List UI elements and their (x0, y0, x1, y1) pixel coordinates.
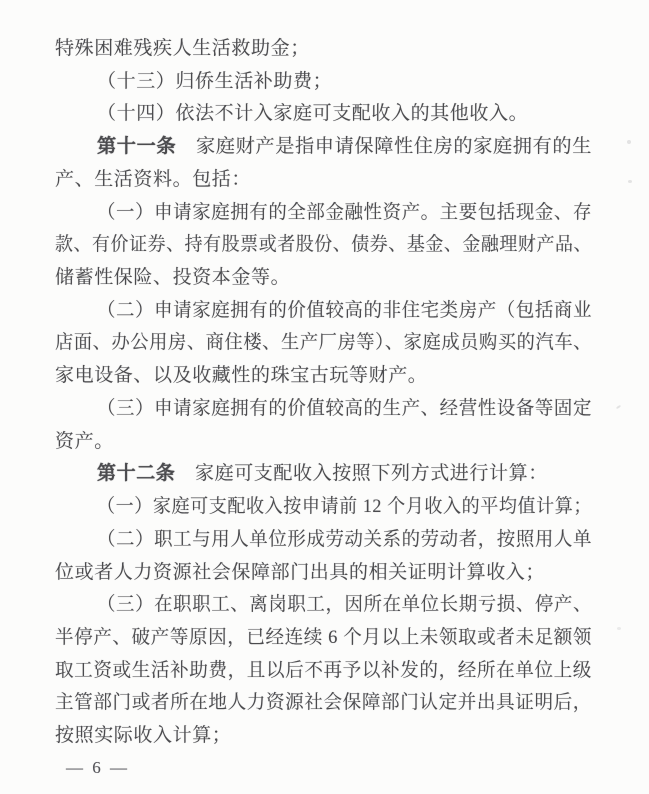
text-line-content: （十四）依法不计入家庭可支配收入的其他收入。 (97, 103, 529, 125)
document-body (55, 33, 592, 753)
text-line (55, 164, 592, 197)
text-line (55, 426, 592, 459)
text-line (55, 491, 592, 524)
page-number: — 6 — (66, 758, 130, 777)
text-line-content: 特殊困难残疾人生活救助金； (55, 38, 310, 59)
text-line (55, 327, 592, 360)
text-line-content: 店面、办公用房、商住楼、生产厂房等）、家庭成员购买的汽车、 (55, 332, 592, 354)
text-line-content: 第十二条 家庭可支配收入按照下列方式进行计算： (97, 463, 548, 485)
text-line (55, 720, 592, 753)
text-line-content: （三）申请家庭拥有的价值较高的生产、经营性设备等固定 (97, 397, 592, 419)
text-line-content: （一）家庭可支配收入按申请前 12 个月收入的平均值计算； (97, 496, 592, 518)
text-line (55, 655, 592, 688)
text-line (55, 524, 592, 557)
text-line-content: 资产。 (55, 430, 114, 452)
text-line (55, 229, 592, 262)
text-line (55, 687, 592, 720)
text-line-content: 按照实际收入计算； (55, 725, 232, 747)
text-line-content: （二）申请家庭拥有的价值较高的非住宅类房产（包括商业 (97, 299, 592, 321)
text-line-content: 产、生活资料。包括： (55, 168, 252, 190)
text-line (55, 262, 592, 295)
text-line-content: 取工资或生活补助费，且以后不再予以补发的，经所在单位上级 (55, 659, 592, 681)
text-line (55, 393, 592, 426)
scan-speck (628, 180, 632, 183)
text-line-content: 位或者人力资源社会保障部门出具的相关证明计算收入； (55, 561, 546, 583)
scan-speck (617, 627, 621, 630)
text-line (55, 98, 592, 131)
text-line-content: （二）职工与用人单位形成劳动关系的劳动者，按照用人单 (97, 528, 592, 550)
text-line (55, 197, 592, 230)
text-line-content: （三）在职职工、离岗职工，因所在单位长期亏损、停产、 (97, 594, 592, 616)
text-line-content: 款、有价证券、持有股票或者股份、债券、基金、金融理财产品、 (55, 234, 592, 256)
text-line-content: 家电设备、以及收藏性的珠宝古玩等财产。 (55, 365, 428, 387)
text-line (55, 295, 592, 328)
text-line (55, 33, 592, 66)
text-line-content: （一）申请家庭拥有的全部金融性资产。主要包括现金、存 (97, 201, 592, 223)
text-line-content: （十三）归侨生活补助费； (97, 70, 333, 92)
text-line (55, 360, 592, 393)
text-line-content: 主管部门或者所在地人力资源社会保障部门认定并出具证明后， (55, 692, 592, 714)
text-line (55, 622, 592, 655)
scan-speck (616, 405, 621, 410)
clause-number: 第十一条 (97, 136, 177, 158)
scan-speck (627, 140, 631, 144)
text-line (55, 131, 592, 164)
text-line (55, 458, 592, 491)
clause-number: 第十二条 (97, 463, 176, 485)
text-line-content: 第十一条 家庭财产是指申请保障性住房的家庭拥有的生 (97, 136, 592, 158)
text-line (55, 589, 592, 622)
text-line (55, 557, 592, 590)
text-line (55, 66, 592, 99)
text-line-content: 储蓄性保险、投资本金等。 (55, 267, 291, 289)
text-line-content: 半停产、破产等原因，已经连续 6 个月以上未领取或者未足额领 (55, 626, 592, 648)
